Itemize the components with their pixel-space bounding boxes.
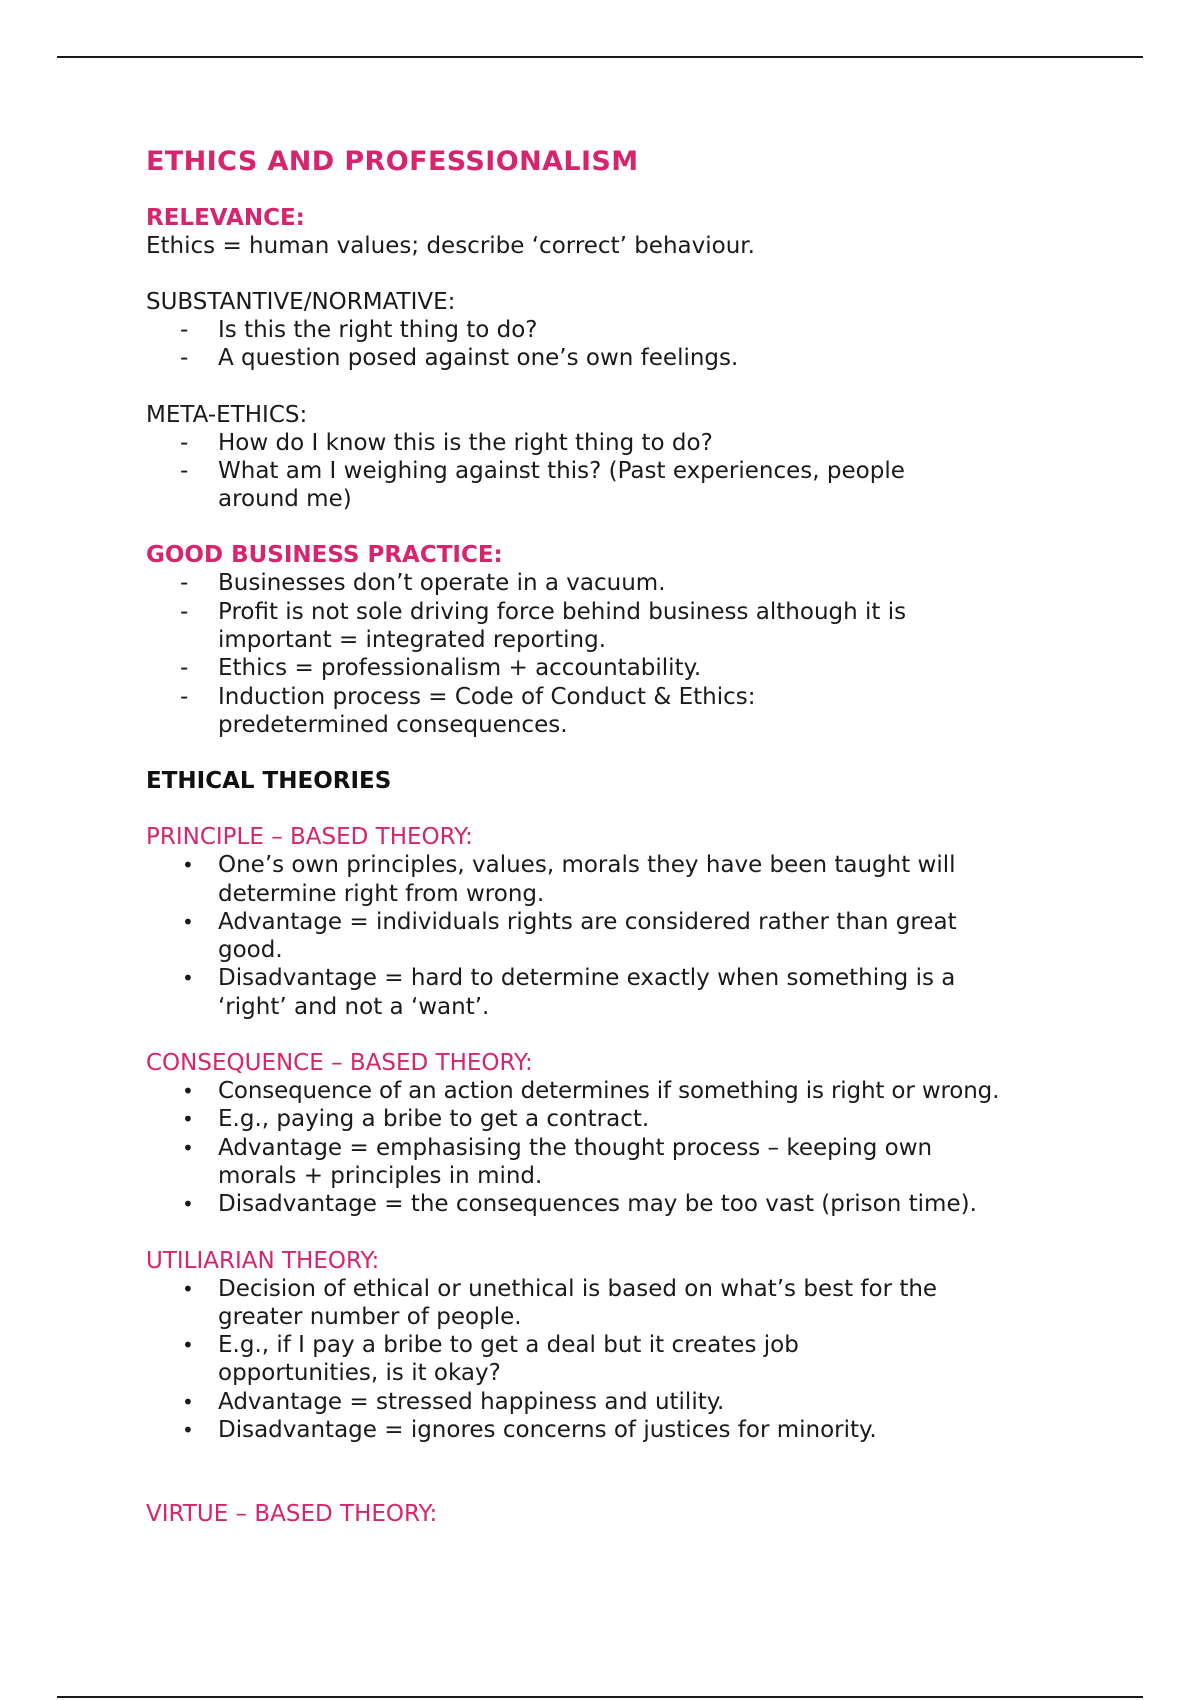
ethical-theories-heading: ETHICAL THEORIES — [146, 768, 392, 795]
dash-mark: - — [180, 683, 189, 710]
consequence-based-list — [146, 1077, 1066, 1218]
principle-based-list — [146, 851, 1066, 1021]
dash-mark: - — [180, 345, 189, 372]
document-page — [146, 142, 1066, 1528]
bullet-mark: • — [182, 966, 194, 991]
list-item: - Is this the right thing to do? — [180, 317, 538, 343]
dash-mark: - — [180, 317, 189, 343]
list-item: • Disadvantage = ignores concerns of justices for minority. — [182, 1417, 877, 1444]
list-item: • Advantage = emphasising the thought process – keeping own morals + principles in mind. — [182, 1134, 933, 1189]
dash-mark: - — [180, 570, 189, 597]
consequence-based-heading: CONSEQUENCE – BASED THEORY: — [146, 1050, 533, 1077]
utilitarian-heading: UTILIARIAN THEORY: — [146, 1247, 380, 1274]
list-item: • Consequence of an action determines if something is right or wrong. — [182, 1078, 1000, 1105]
list-item: • Decision of ethical or unethical is based on what’s best for the greater number of people. — [182, 1275, 938, 1330]
meta-ethics-heading: META-ETHICS: — [146, 401, 308, 428]
list-item: - Businesses don’t operate in a vacuum. — [180, 570, 666, 597]
bullet-mark: • — [182, 1135, 194, 1160]
bottom-page-rule — [57, 1696, 1143, 1698]
substantive-heading: SUBSTANTIVE/NORMATIVE: — [146, 289, 456, 315]
dash-mark: - — [180, 598, 189, 625]
good-business-list — [146, 569, 1066, 739]
list-item: • Disadvantage = hard to determine exactly when something is a ‘right’ and not a ‘want’. — [182, 965, 956, 1020]
list-item: • One’s own principles, values, morals they have been taught will determine right from wrong. — [182, 852, 956, 907]
dash-mark: - — [180, 429, 189, 456]
top-page-rule — [57, 56, 1143, 58]
relevance-text: Ethics = human values; describe ‘correct’ behaviour. — [146, 233, 755, 259]
relevance-heading: RELEVANCE: — [146, 205, 305, 231]
list-item: - Profit is not sole driving force behind business although it is important = integrated reporting. — [180, 598, 907, 654]
dash-mark: - — [180, 457, 189, 484]
principle-based-heading: PRINCIPLE – BASED THEORY: — [146, 824, 473, 851]
bullet-mark: • — [182, 1079, 194, 1104]
meta-ethics-list — [146, 429, 1066, 514]
list-item: - How do I know this is the right thing to do? — [180, 429, 713, 456]
bullet-mark: • — [182, 1276, 194, 1301]
list-item: - A question posed against one’s own feelings. — [180, 345, 739, 372]
bullet-mark: • — [182, 1333, 194, 1358]
list-item: • E.g., paying a bribe to get a contract. — [182, 1106, 650, 1133]
list-item: • Advantage = stressed happiness and utility. — [182, 1388, 725, 1415]
list-item: - Induction process = Code of Conduct & Ethics: predetermined consequences. — [180, 683, 756, 738]
list-item: - What am I weighing against this? (Past experiences, people around me) — [180, 457, 905, 513]
bullet-mark: • — [182, 909, 194, 934]
document-title: ETHICS AND PROFESSIONALISM — [146, 146, 639, 177]
substantive-list — [146, 316, 1066, 373]
utilitarian-list — [146, 1275, 1066, 1445]
list-item: • E.g., if I pay a bribe to get a deal but it creates job opportunities, is it okay? — [182, 1332, 799, 1387]
list-item: • Advantage = individuals rights are considered rather than great good. — [182, 908, 957, 964]
bullet-mark: • — [182, 1192, 194, 1217]
bullet-mark: • — [182, 1389, 194, 1414]
virtue-based-heading: VIRTUE – BASED THEORY: — [146, 1501, 438, 1528]
good-business-heading: GOOD BUSINESS PRACTICE: — [146, 542, 503, 569]
bullet-mark: • — [182, 1107, 194, 1132]
list-item: - Ethics = professionalism + accountability. — [180, 655, 702, 682]
bullet-mark: • — [182, 1418, 194, 1443]
bullet-mark: • — [182, 853, 194, 878]
dash-mark: - — [180, 655, 189, 682]
list-item: • Disadvantage = the consequences may be too vast (prison time). — [182, 1191, 977, 1218]
